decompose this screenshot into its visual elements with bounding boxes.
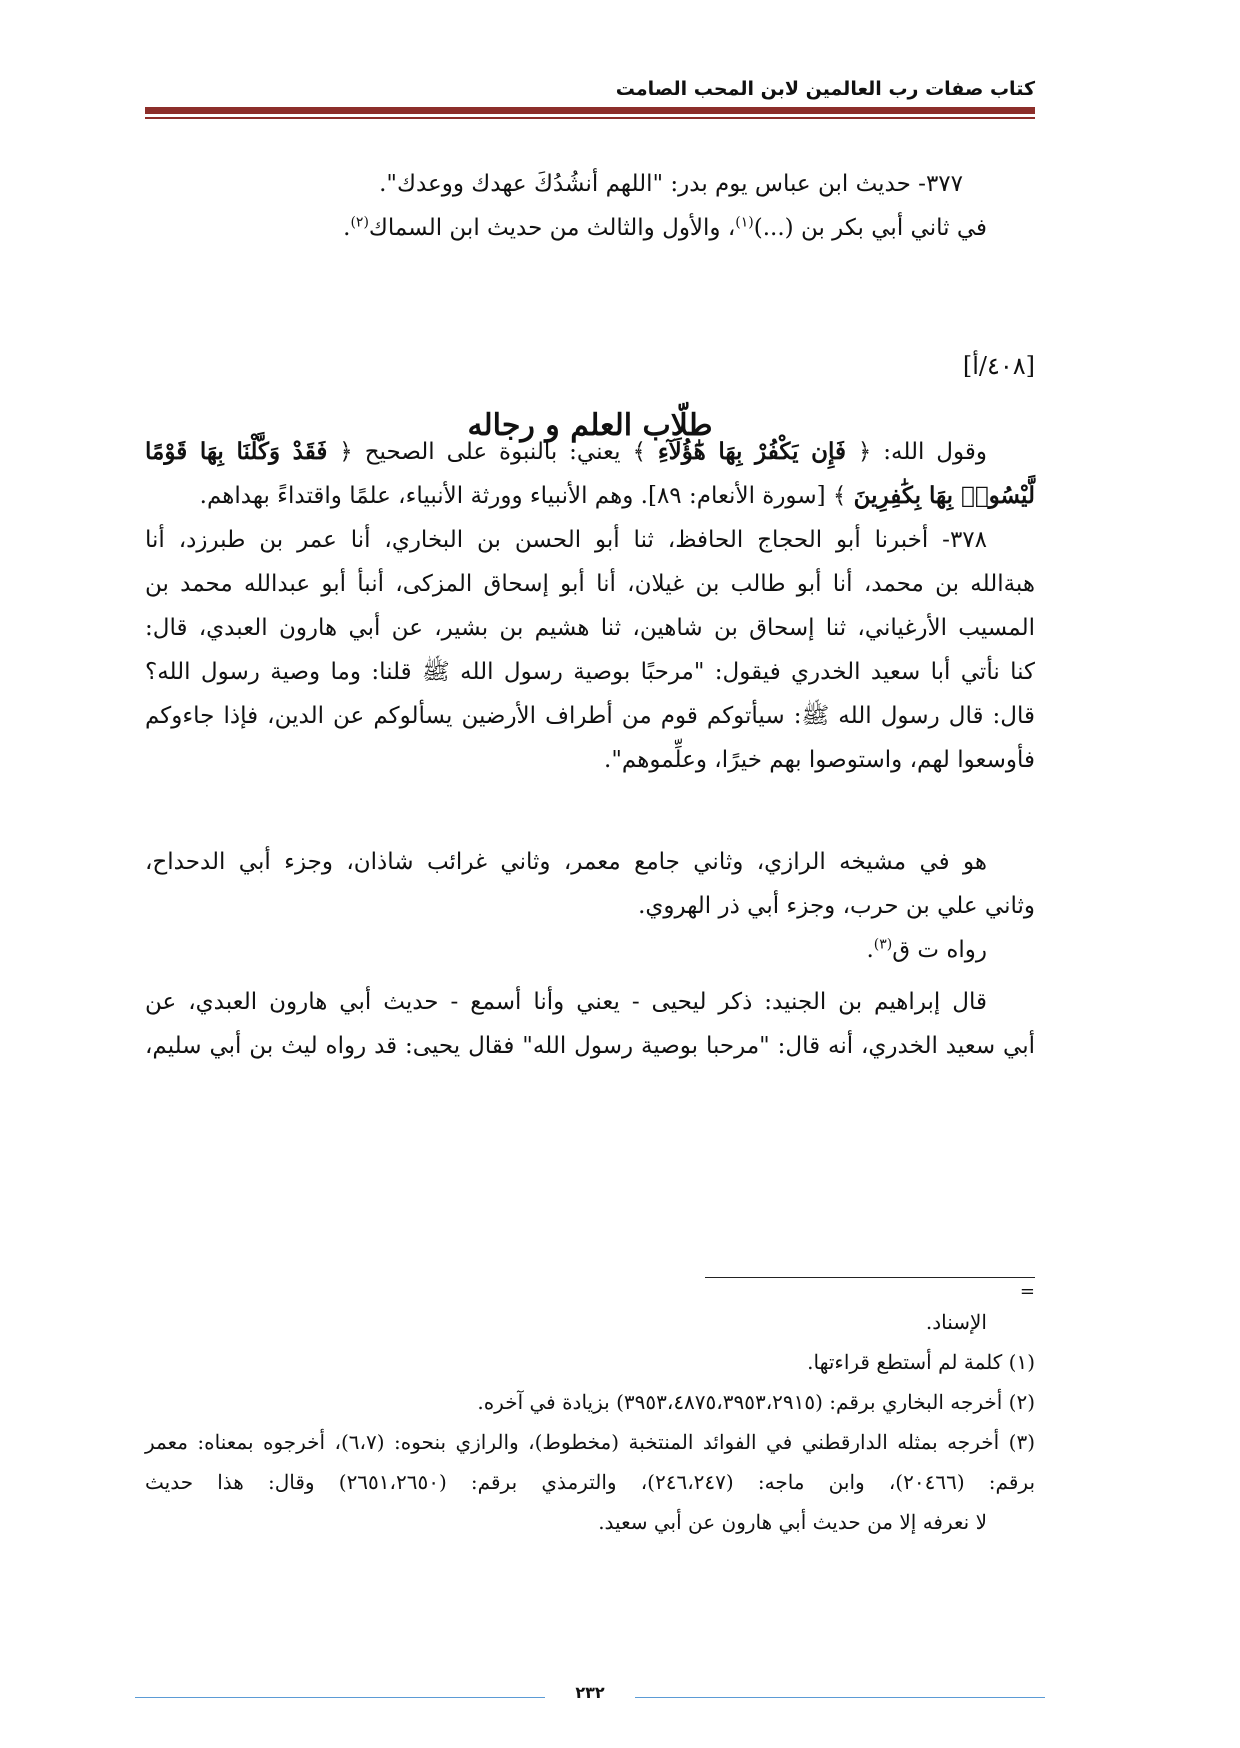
- quran-intro-line-1: وقول الله: ﴿ فَإِن يَكْفُرْ بِهَا هَٰٓؤُلَآءِ ﴾ يعني: بالنبوة على الصحيح ﴿ فَقَدْ وَكَّلْنَا بِهَا قَوْمًا: [145, 438, 988, 465]
- footnote-continuation-mark: =: [1019, 1281, 1035, 1302]
- section-heading: طلّاب العلم و رجاله: [467, 408, 713, 443]
- sources-line-1: هو في مشيخه الرازي، وثاني جامع معمر، وثاني غرائب شاذان، وجزء أبي الدحداح،: [145, 849, 987, 875]
- ibn-junaid-paragraph: [145, 980, 1035, 1068]
- entry-378: [145, 518, 1035, 782]
- footnote-ref-3: (٣): [873, 936, 893, 953]
- sources: [145, 840, 1035, 972]
- quran-verse-part-3: لَّيْسُوا۟ بِهَا بِكَٰفِرِينَ: [853, 482, 1035, 509]
- ibn-junaid-line-2: أبي سعيد الخدري، أنه قال: "مرحبا بوصية رسول الله" فقال يحيى: قد رواه ليث بن أبي سليم،: [145, 1033, 1035, 1059]
- footnote-separator: [705, 1277, 1035, 1278]
- footnotes: [145, 1282, 1035, 1542]
- footnote-continuation: الإسناد.: [925, 1310, 987, 1334]
- entry-377: [145, 162, 1035, 250]
- footnote-3-line-3: لا نعرفه إلا من حديث أبي هارون عن أبي سعيد.: [598, 1510, 987, 1534]
- footer-rule-left: [135, 1697, 545, 1698]
- entry-378-line-1: ٣٧٨- أخبرنا أبو الحجاج الحافظ، ثنا أبو الحسن بن البخاري، أنا عمر بن طبرزد، أنا: [145, 527, 987, 553]
- quran-intro: [145, 430, 1035, 518]
- entry-378-line-2: هبةالله بن محمد، أنا أبو طالب بن غيلان، أنا أبو إسحاق المزكى، أنبأ أبو عبدالله محمد بن: [145, 571, 1035, 597]
- running-header: كتاب صفات رب العالمين لابن المحب الصامت: [615, 78, 1035, 100]
- footnote-3-line-1: (٣) أخرجه بمثله الدارقطني في الفوائد المنتخبة (مخطوط)، والرازي بنحوه: (٦،٧)، أخرجوه بمعناه: معمر: [145, 1430, 1035, 1454]
- header-rule-thin: [145, 117, 1035, 119]
- folio-marker: [٤٠٨/أ]: [962, 352, 1035, 380]
- entry-377-line-1: ٣٧٧- حديث ابن عباس يوم بدر: "اللهم أنشُدُكَ عهدك ووعدك".: [379, 171, 963, 197]
- footer-rule-right: [635, 1697, 1045, 1698]
- page-number: ٢٣٢: [575, 1683, 605, 1702]
- entry-378-line-3: المسيب الأرغياني، ثنا إسحاق بن شاهين، ثنا هشيم بن بشير، عن أبي هارون العبدي، قال:: [145, 615, 1035, 641]
- ibn-junaid-line-1: قال إبراهيم بن الجنيد: ذكر ليحيى - يعني وأنا أسمع - حديث أبي هارون العبدي، عن: [145, 989, 987, 1015]
- sources-line-2: وثاني علي بن حرب، وجزء أبي ذر الهروي.: [638, 893, 1035, 919]
- footnote-1: (١) كلمة لم أستطع قراءتها.: [807, 1350, 1035, 1374]
- entry-378-line-6: فأوسعوا لهم، واستوصوا بهم خيرًا، وعلِّموهم".: [604, 747, 1035, 773]
- header-rule: [145, 107, 1035, 114]
- footnote-3-line-2: برقم: (٢٠٤٦٦)، وابن ماجه: (٢٤٦،٢٤٧)، والترمذي برقم: (٢٦٥١،٢٦٥٠) وقال: هذا حديث: [145, 1470, 1036, 1494]
- entry-377-line-2: في ثاني أبي بكر بن (...)$^{(١)}$، والأول والثالث من حديث ابن السماك$^{(٢)}$.: [343, 214, 987, 241]
- quran-intro-line-2: لَّيْسُوا۟ بِهَا بِكَٰفِرِينَ ﴾ [سورة الأنعام: ٨٩]. وهم الأنبياء وورثة الأنبياء، علمًا واقتداءً بهداهم.: [199, 482, 1035, 509]
- footnote-ref-2: (٢): [350, 214, 369, 231]
- footnote-ref-1: (١): [735, 214, 754, 231]
- footnote-2: (٢) أخرجه البخاري برقم: (٣٩٥٣،٤٨٧٥،٣٩٥٣،٢٩١٥) بزيادة في آخره.: [477, 1390, 1035, 1414]
- entry-378-line-5: قال: قال رسول الله ﷺ: سيأتوكم قوم من أطراف الأرضين يسألوكم عن الدين، فإذا جاءوكم: [145, 703, 1035, 729]
- quran-verse-part-1: فَإِن يَكْفُرْ بِهَا هَٰٓؤُلَآءِ: [657, 438, 846, 465]
- quran-verse-part-2: فَقَدْ وَكَّلْنَا بِهَا قَوْمًا: [145, 438, 328, 465]
- sources-line-3: رواه ت ق$^{(٣)}$.: [866, 936, 987, 963]
- entry-378-line-4: كنا نأتي أبا سعيد الخدري فيقول: "مرحبًا بوصية رسول الله ﷺ قلنا: وما وصية رسول الله؟: [145, 659, 1035, 685]
